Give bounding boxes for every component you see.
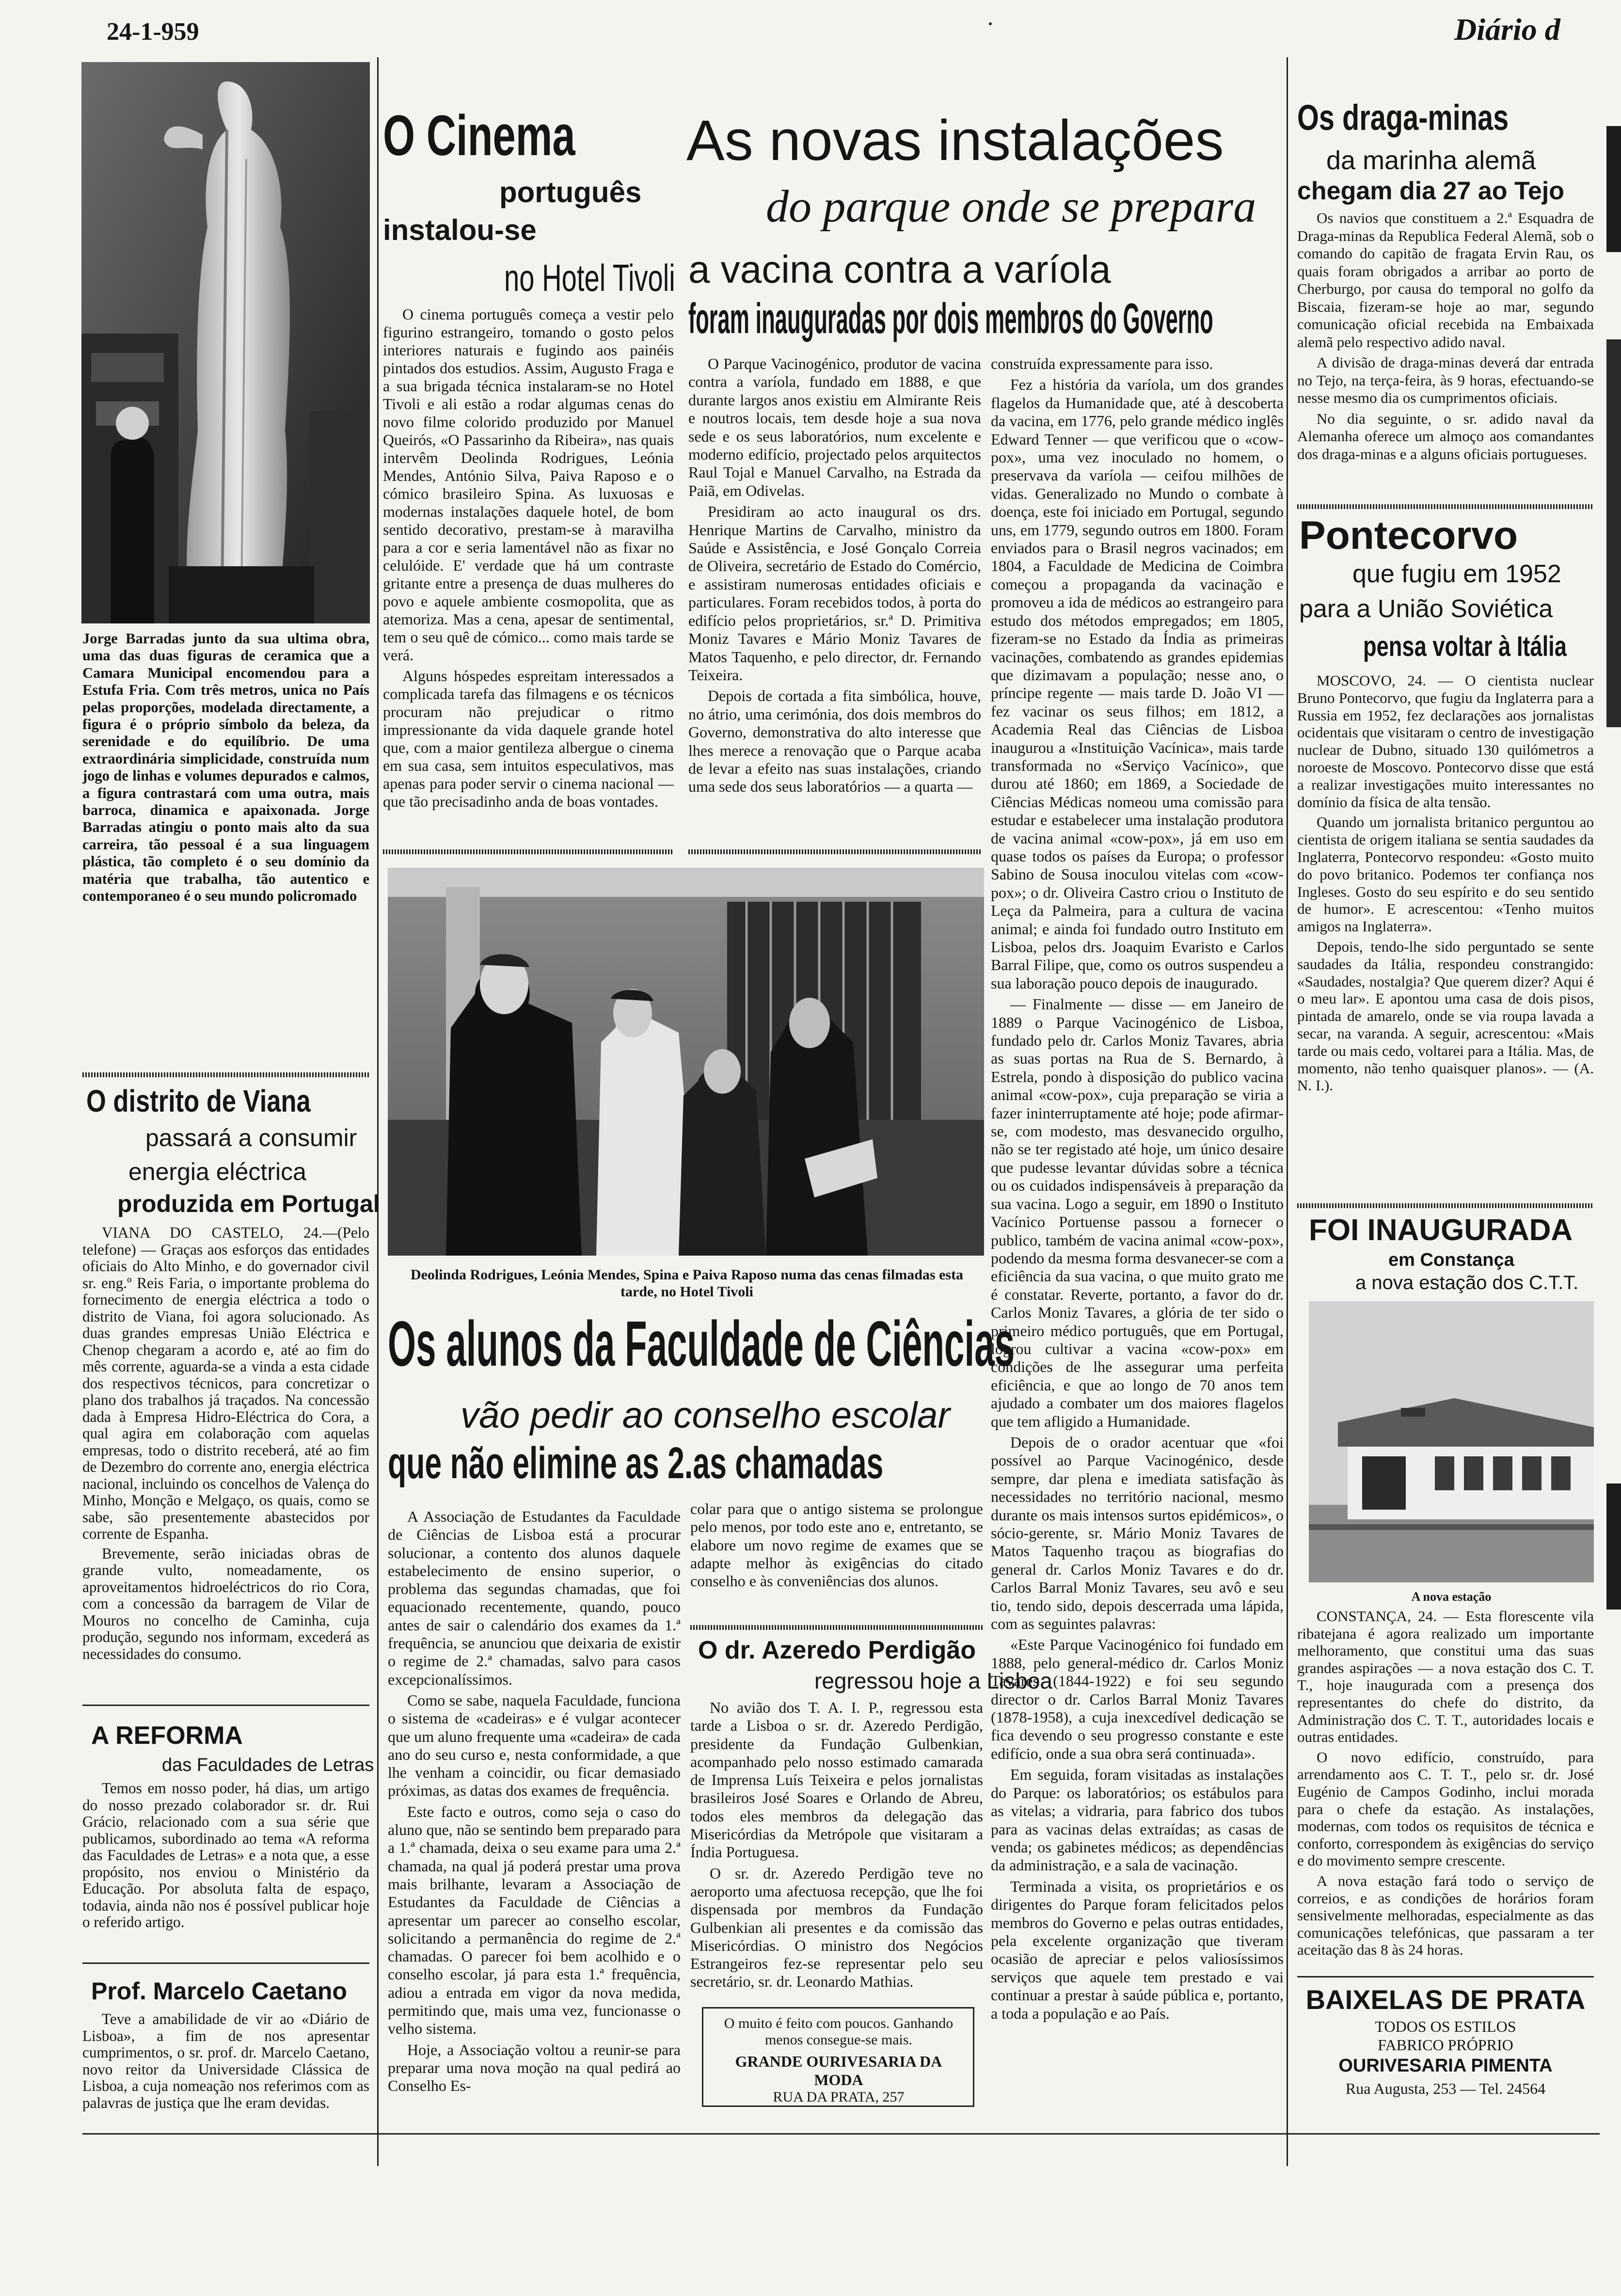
statue-photo-image: [81, 62, 370, 623]
viana-paragraph: Brevemente, serão iniciadas obras de grande vulto, nomeadamente, os aproveitamentos hidroeléctricos do rio Cora, com a concessão da barragem de Vilar de Mouros no concelho de Caminha, cuja produção, segundo nos informam, excederá as necessidades do consumo.: [82, 1545, 369, 1662]
statue-photo: [81, 62, 370, 623]
separator: [690, 1625, 983, 1630]
clipped-block: [1606, 1483, 1621, 1610]
vacina-col1: [688, 355, 981, 799]
pontecorvo-headline-2: que fugiu em 1952: [1352, 560, 1561, 588]
clipped-strip: [1602, 97, 1621, 2133]
draga-body: [1297, 209, 1594, 466]
vacina-paragraph: — Finalmente — disse — em Janeiro de 1889 o Parque Vacinogénico de Lisboa, fundado pelo dr. Carlos Moniz Tavares, abria as suas portas na Rua de S. Bernardo, à Estrela, pondo à disposição do publico vacina animal «cow-pox», cuja preparação se viria a fazer ininterruptamente até hoje; pode afirmar-se, com modesto, mas desvanecido orgulho, não se ter registado até hoje, um único desaire que pudesse levantar dúvidas sobre a técnica ou os cuidados indispensáveis à preparação da sua vacina. Logo a seguir, em 1890 o Instituto Vacínico Portuense passou a fornecer o publico, também de vacina animal «cow-pox», podendo da mesma forma desvanecer-se com a eficiência da sua vacina, o que muito grato me é constatar. Reverte, portanto, a favor do dr. Carlos Moniz Tavares, a glória de ter sido o primeiro médico português, que em Portugal, logrou cultivar a vacina «cow-pox» em condições de lhe assegurar uma perfeita eficiência, e que ao longo de 70 anos tem ajudado a combater um dos maiores flagelos que tem afligido a Humanidade.: [991, 995, 1284, 1430]
vacina-paragraph: Depois de o orador acentuar que «foi possível ao Parque Vacinogénico, desde sempre, dar plena e imediata satisfação às necessidades no território nacional, mesmo durante os mais intensos surtos epidémicos», o sócio-gerente, sr. Mário Moniz Tavares de Matos Taquenho traçou as biografias do general dr. Carlos Moniz Tavares e do dr. Carlos Barral Moniz Tavares, seu avô e seu tio, tendo sido, depois descerrada uma lápida, com as seguintes palavras:: [991, 1433, 1284, 1633]
cinema-paragraph: Alguns hóspedes espreitam interessados a complicada tarefa das filmagens e os técnicos procuram não prejudicar o ritmo impressionante da vida daquele grande hotel que, com a maior gentileza albergue o cinema em sua casa, sem intuitos especulativos, mas apenas para poder servir o cinema nacional — que tão precisadinho anda de boas vontades.: [383, 667, 674, 810]
ctt-photo-caption: A nova estação: [1411, 1590, 1492, 1604]
ctt-headline-2: em Constança: [1388, 1250, 1514, 1270]
ctt-headline-1: FOI INAUGURADA: [1309, 1213, 1573, 1247]
pontecorvo-paragraph: MOSCOVO, 24. — O cientista nuclear Bruno Pontecorvo, que fugiu da Inglaterra para a Russia em 1952, fez declarações aos jornalistas ocidentais que visitaram o centro de investigação nuclear de Dubno, situado 130 quilómetros a noroeste de Moscovo. Pontecorvo disse que está a realizar investigações muito interessantes no domínio da física de alta tensão.: [1297, 672, 1594, 811]
ctt-body: [1297, 1608, 1594, 1961]
draga-paragraph: No dia seguinte, o sr. adido naval da Alemanha oferece um almoço aos comandantes dos draga-minas e a alguns oficiais portugueses.: [1297, 410, 1594, 462]
column-rule: [377, 57, 379, 2166]
alunos-col2: [690, 1500, 983, 1593]
header-mark: [989, 22, 992, 25]
masthead: Diário d: [1454, 12, 1560, 47]
perdigao-headline-2: regressou hoje a Lisboa: [814, 1668, 1052, 1693]
caetano-headline: Prof. Marcelo Caetano: [91, 1977, 347, 2005]
vacina-headline-1: As novas instalações: [686, 109, 1224, 173]
vacina-paragraph: Depois de cortada a fita simbólica, houve, no átrio, uma cerimónia, dos dois membros do Governo, demonstrativa do alto interesse que lhes merece a renovação que o Parque acaba de levar a efeito nas suas instalações, criando uma sede dos seus laboratórios — a quarta —: [688, 687, 981, 796]
pontecorvo-paragraph: Quando um jornalista britanico perguntou ao cientista de origem italiana se sentia saudades da Inglaterra, Pontecorvo respondeu: «Gosto muito do povo britanico. Podemos ter confiança nos Ingleses. Gosto do seu espírito e do seu sentido de humor». E acrescentou: «Tenho muitos amigos na Inglaterra».: [1297, 813, 1594, 935]
moda-ad-name: GRANDE OURIVESARIA DA MODA: [735, 2053, 942, 2089]
caetano-body: [82, 2011, 369, 2114]
alunos-paragraph: colar para que o antigo sistema se prolongue pelo menos, por todo este ano e, entretanto, se elabore um novo regime de exames que se adapte melhor às exigências do citado conselho e às conveniências dos alunos.: [690, 1500, 983, 1590]
baixelas-line-3: OURIVESARIA PIMENTA: [1338, 2056, 1553, 2076]
separator: [1297, 504, 1594, 509]
vacina-headline-4: foram inauguradas por dois membros do Governo: [688, 294, 1213, 342]
alunos-paragraph: Hoje, a Associação voltou a reunir-se para preparar uma nova moção na qual pedirá ao Conselho Es-: [388, 2041, 681, 2095]
viana-body: [82, 1225, 369, 1665]
film-photo: [388, 868, 984, 1256]
film-photo-image: [388, 868, 984, 1256]
pontecorvo-headline-4: pensa voltar à Itália: [1363, 631, 1567, 662]
moda-ad: [702, 2007, 974, 2107]
draga-headline-3: chegam dia 27 ao Tejo: [1297, 177, 1565, 205]
perdigao-headline-1: O dr. Azeredo Perdigão: [698, 1636, 976, 1664]
viana-paragraph: VIANA DO CASTELO, 24.—(Pelo telefone) — Graças aos esforços das entidades oficiais do Alto Minho, e do governador civil sr. eng.º Reis Faria, o importante problema do fornecimento de energia eléctrica a todo o distrito de Viana, foi agora solucionado. As duas grandes empresas União Eléctrica e Chenop chegaram a acordo e, até ao fim do mês corrente, aguarda-se a vinda a esta cidade dos respectivos técnicos, para concretizar o plano dos trabalhos já traçados. Na concessão dada à Empresa Hidro-Eléctrica do Cora, a qual agira em colaboração com aquelas empresas, todo o distrito receberá, até ao fim de Dezembro do corrente ano, energia eléctrica nacional, incluindo os concelhos de Valença do Minho, Monção e Melgaço, os quais, como se sabe, são presentemente abastecidos por corrente de Espanha.: [82, 1224, 369, 1542]
page-bottom-rule: [82, 2133, 1600, 2135]
alunos-headline-2: vão pedir ao conselho escolar: [461, 1395, 950, 1436]
statue-caption: Jorge Barradas junto da sua ultima obra, uma das duas figuras de ceramica que a Camara Municipal encomendou para a Estufa Fria. Com três metros, unica no País pelas proporções, modelada directamente, a figura é o próprio símbolo da beleza, da serenidade e do equilíbrio. De uma extraordinária simplicidade, construída num jogo de linhas e volumes depurados e calmos, a figura contrastará com uma outra, mais barroca, dinamica e apaixonada. Jorge Barradas atingiu o ponto mais alto da sua carreira, tão pessoal é a sua linguagem plástica, tão completo é o seu domínio da matéria que trabalha, tão autentico e contemporaneo é o seu mundo policromado: [82, 630, 369, 905]
viana-headline-1: O distrito de Viana: [86, 1084, 311, 1118]
perdigao-body: [690, 1699, 983, 1994]
vacina-col2: [991, 355, 1284, 2025]
alunos-paragraph: Como se sabe, naquela Faculdade, funciona o sistema de «cadeiras» e é vulgar acontecer que um aluno frequente uma «cadeira» de cada ano do seu curso e, nesta conformidade, a que lhe venham a coincidir, ou ficar demasiado próximas, as datas dos exames de frequência.: [388, 1691, 681, 1800]
draga-headline-1: Os draga-minas: [1297, 97, 1509, 138]
page-date: 24-1-959: [107, 18, 199, 46]
separator: [383, 849, 674, 854]
ctt-paragraph: CONSTANÇA, 24. — Esta florescente vila ribatejana é agora realizado um importante melhoramento, que constitui uma das suas grandes aspirações — a nova estação dos C. T. T., hoje inaugurada com a presença dos representantes do chefe do distrito, da Administração dos C. T. T., autoridades locais e outras entidades.: [1297, 1608, 1594, 1746]
vacina-paragraph: «Este Parque Vacinogénico foi fundado em 1888, pelo general-médico dr. Carlos Moniz Tavares (1844-1922) e foi seu segundo director o dr. Carlos Barral Moniz Tavares (1878-1958), a cuja inexcedível dedicação se fica devendo o seu progresso constante e este edifício, onde a sua obra será continuada».: [991, 1636, 1284, 1762]
viana-headline-2: passará a consumir: [145, 1124, 357, 1151]
vacina-paragraph: Em seguida, foram visitadas as instalações do Parque: os laboratórios; os estábulos para as vitelas; a vidraria, para fabrico dos tubos para as vacinas delas extraídas; as casas de venda; os gabinetes médicos; as dependências da administração, e a sala de vacinação.: [991, 1766, 1284, 1874]
clipped-block: [1606, 126, 1621, 252]
ctt-paragraph: A nova estação fará todo o serviço de correios, e as condições de horários foram sensivelmente melhoradas, especialmente as das comunicações telefónicas, que passaram a ter aceitação das 8 às 24 horas.: [1297, 1872, 1594, 1959]
cinema-paragraph: O cinema português começa a vestir pelo figurino estrangeiro, tomando o gosto pelos interiores naturais e fugindo aos painéis pintados dos estudios. Assim, Augusto Fraga e a sua brigada técnica instalaram-se no Hotel Tivoli e ali estão a rodar algumas cenas do novo filme colorido produzido por Manuel Queirós, «O Passarinho da Ribeira», nas quais intervêm Deolinda Rodrigues, Leónia Mendes, António Silva, Paiva Raposo e o cómico brasileiro Spina. As luxuosas e modernas instalações daquele hotel, de bom sentido decorativo, prestam-se à maravilha para a cor e seria lamentável não as fixar no celulóide. E' verdade que há um contraste gritante entre a presença de duas mulheres do povo e aquele ambiente cosmopolita, que as atemoriza. Mas a cena, apesar de sentimental, tem o seu quê de cómico... como mais tarde se verá.: [383, 305, 674, 664]
vacina-paragraph: Fez a história da varíola, um dos grandes flagelos da Humanidade que, até à descoberta da vacina, em 1776, pelo grande médico inglês Edward Tenner — que verificou que o «cow-pox», uma vez inoculado no homem, o preservava da varíola — ceifou milhões de vidas. Generalizado no Mundo o combate à doença, este foi iniciado em Portugal, segundo uns, em 1779, segundo outros em 1800. Foram enviados para o Brasil negros vacinados; em 1804, a Faculdade de Medicina de Coimbra começou a propaganda da vacinação e promoveu a ida de médicos ao estrangeiro para estudo dos métodos empregados; em 1805, fizeram-se no Estado da Índia as primeiras vacinações, combatendo as grandes epidemias que dizimavam a população; nesse ano, o príncipe regente — mais tarde D. João VI — fez vacinar os seus filhos; em 1812, a Academia Real das Ciências de Lisboa inaugurou a «Instituição Vacínica», mais tarde transformada no «Serviço Vacínico», que durou até 1860; em 1869, a Sociedade de Ciências Médicas nomeou uma comissão para estudar e estabelecer uma instalação produtora de vacina animal «cow-pox», já em uso em quase todos os países da Europa; o professor Sabino de Sousa inoculou vitelas com «cow-pox»; o dr. Oliveira Castro criou o Instituto de Leça da Palmeira, para a cultura de vacina animal; e ainda foi fundado outro Instituto em Lisboa, pelos drs. Joaquim Evaristo e Carlos Barral Filipe, que, como os outros suspendeu a sua laboração pouco depois de inaugurado.: [991, 376, 1284, 992]
separator: [82, 1072, 369, 1077]
moda-ad-address: RUA DA PRATA, 257: [773, 2089, 905, 2105]
perdigao-paragraph: No avião dos T. A. I. P., regressou esta tarde a Lisboa o sr. dr. Azeredo Perdigão, presidente da Fundação Gulbenkian, acompanhado pelo nosso estimado camarada de Imprensa Luís Teixeira e pelos jornalistas brasileiros José Soares e Orlando de Abreu, todos eles membros da delegação das Misericórdias da Metrópole que visitaram a Índia Portuguesa.: [690, 1699, 983, 1861]
vacina-paragraph: construída expressamente para isso.: [991, 355, 1213, 372]
draga-paragraph: A divisão de draga-minas deverá dar entrada no Tejo, na terça-feira, às 9 horas, efectuando-se nesse mesmo dia os cumprimentos oficiais.: [1297, 354, 1594, 406]
baixelas-line-4: Rua Augusta, 253 — Tel. 24564: [1345, 2080, 1546, 2097]
pontecorvo-headline-1: Pontecorvo: [1299, 513, 1518, 558]
vacina-paragraph: O Parque Vacinogénico, produtor de vacina contra a varíola, fundado em 1888, e que durante largos anos existiu em Almirante Reis e noutros locais, tem desde hoje a sua nova sede e os seus laboratórios, num excelente e moderno edifício, projectado pelos arquitectos Raul Tojal e Manuel Carvalho, na Estrada da Paiã, em Odivelas.: [688, 355, 981, 499]
vacina-paragraph: Terminada a visita, os proprietários e os dirigentes do Parque foram felicitados pelos membros do Governo e pelas outras entidades, pela excelente organização que tiveram ocasião de apreciar e pelos valiosíssimos serviços que aquele tem prestado e vai continuar a prestar à saúde pública e, portanto, a toda a população e ao País.: [991, 1877, 1284, 2022]
draga-paragraph: Os navios que constituem a 2.ª Esquadra de Draga-minas da Republica Federal Alemã, sob o comando do capitão de fragata Ervin Rau, os quais foram obrigados a arribar ao porto de Cherburgo, por causa do temporal no golfo da Biscaia, fizeram-se hoje ao mar, segundo comunicação oficial recebida na Embaixada alemã pelo respectivo adido naval.: [1297, 209, 1594, 351]
ctt-headline-3: a nova estação dos C.T.T.: [1355, 1272, 1579, 1293]
film-caption: Deolinda Rodrigues, Leónia Mendes, Spina e Paiva Raposo numa das cenas filmadas esta tarde, no Hotel Tivoli: [410, 1267, 964, 1300]
reforma-headline-2: das Faculdades de Letras: [162, 1755, 374, 1775]
separator: [1297, 1976, 1594, 1977]
cinema-headline-2: português: [499, 176, 642, 208]
alunos-paragraph: A Associação de Estudantes da Faculdade de Ciências de Lisboa está a procurar solucionar, a contento dos alunos daquele estabelecimento de ensino superior, o problema das segundas chamadas, que foi equacionado recentemente, quando, pouco antes de sair o calendário dos exames da 1.ª frequência, se anunciou que deixaria de existir o regime de 2.ª chamadas, salvo para casos excepcionalíssimos.: [388, 1508, 681, 1688]
cinema-headline-1: O Cinema: [383, 104, 575, 168]
moda-ad-text: O muito é feito com poucos. Ganhando menos consegue-se mais.: [724, 2015, 954, 2048]
pontecorvo-paragraph: Depois, tendo-lhe sido perguntado se sente saudades da Itália, respondeu constrangido: «Saudades, nostalgia? Que querem dizer? Aqui é o meu lar». E apontou uma casa de dois pisos, pintada de amarelo, onde se via roupa lavada a secar, na varanda. A seguir, acrescentou: «Mais tarde ou mais cedo, voltarei para a Itália. Mas, de momento, não tenho quaisquer planos». — (A. N. I.).: [1297, 938, 1594, 1094]
separator: [82, 1705, 369, 1706]
vacina-paragraph: Presidiram ao acto inaugural os drs. Henrique Martins de Carvalho, ministro da Saúde e Assistência, e José Gonçalo Correia de Oliveira, secretário de Estado do Comércio, e assistiram numerosas entidades oficiais e particulares. Foram recebidos todos, à porta do edifício pelos proprietários, sr.ª D. Primitiva Moniz Tavares e Mário Moniz Tavares de Matos Taquenho, e pelo director, dr. Fernando Teixeira.: [688, 503, 981, 684]
ctt-paragraph: O novo edifício, construído, para arrendamento aos C. T. T., pelo sr. dr. José Eugénio de Campos Godinho, inclui morada para o chefe da estação. As instalações, modernas, com todos os requisitos de técnica e conforto, correspondem às exigências do serviço e do movimento sempre crescente.: [1297, 1748, 1594, 1869]
caetano-paragraph: Teve a amabilidade de vir ao «Diário de Lisboa», a fim de nos apresentar cumprimentos, o sr. prof. dr. Marcelo Caetano, novo reitor da Universidade Clássica de Lisboa, a cuja nomeação nos referimos com as palavras de justiça que lhe eram devidas.: [82, 2010, 369, 2111]
separator: [688, 849, 981, 854]
reforma-headline-1: A REFORMA: [91, 1722, 243, 1750]
ctt-photo: [1309, 1301, 1594, 1582]
alunos-headline-3: que não elimine as 2.as chamadas: [388, 1438, 884, 1488]
column-rule: [1287, 57, 1288, 2166]
baixelas-title: BAIXELAS DE PRATA: [1305, 1984, 1586, 2015]
cinema-headline-3: instalou-se: [383, 214, 537, 246]
pontecorvo-headline-3: para a União Soviética: [1299, 595, 1553, 623]
reforma-body: [82, 1780, 369, 1934]
vacina-headline-3: a vacina contra a varíola: [688, 248, 1111, 291]
draga-headline-2: da marinha alemã: [1326, 146, 1536, 175]
pontecorvo-body: [1297, 672, 1594, 1097]
clipped-block: [1606, 339, 1621, 727]
perdigao-paragraph: O sr. dr. Azeredo Perdigão teve no aeroporto uma afectuosa recepção, que lhe foi dispensada por membros da Fundação Gulbenkian ali presentes e da comissão das Misericórdias. O ministro dos Negócios Estrangeiros fez-se representar pelo seu secretário, sr. dr. Leonardo Mathias.: [690, 1864, 983, 1991]
baixelas-line-1: TODOS OS ESTILOS: [1375, 2018, 1516, 2035]
alunos-headline-1: Os alunos da Faculdade de Ciências: [388, 1308, 1015, 1379]
vacina-headline-2: do parque onde se prepara: [766, 181, 1256, 232]
alunos-paragraph: Este facto e outros, como seja o caso do aluno que, não se sentindo bem preparado para a 1.ª chamada, deixa o seu exame para uma 2.ª chamada, na qual já poderá prestar uma prova mais brilhante, levaram a Associação de Estudantes da Faculdade de Ciências a apresentar um parecer ao conselho escolar, solicitando a permanência do regime de 2.ª chamadas. O parecer foi bem acolhido e o conselho escolar, já para esta 1.ª frequência, adiou a entrada em vigor da nova medida, permitindo que, mais uma vez, funcionasse o velho sistema.: [388, 1802, 681, 2038]
alunos-col1: [388, 1508, 681, 2098]
ctt-photo-image: [1309, 1301, 1594, 1582]
reforma-paragraph: Temos em nosso poder, há dias, um artigo do nosso prezado colaborador sr. dr. Rui Grácio, relacionado com a sua série que publicamos, subordinado ao tema «A reforma das Faculdades de Letras» e a nota que, a esse propósito, nos enviou o Ministério da Educação. Por absoluta falta de espaço, todavia, ainda não nos é possível publicar hoje o referido artigo.: [82, 1780, 369, 1930]
separator: [1297, 1203, 1594, 1208]
viana-headline-4: produzida em Portugal: [117, 1190, 380, 1217]
baixelas-line-2: FABRICO PRÓPRIO: [1378, 2036, 1513, 2054]
viana-headline-3: energia eléctrica: [128, 1158, 306, 1185]
separator: [82, 1962, 369, 1964]
cinema-body: [383, 305, 674, 813]
cinema-headline-4: no Hotel Tivoli: [504, 256, 675, 299]
